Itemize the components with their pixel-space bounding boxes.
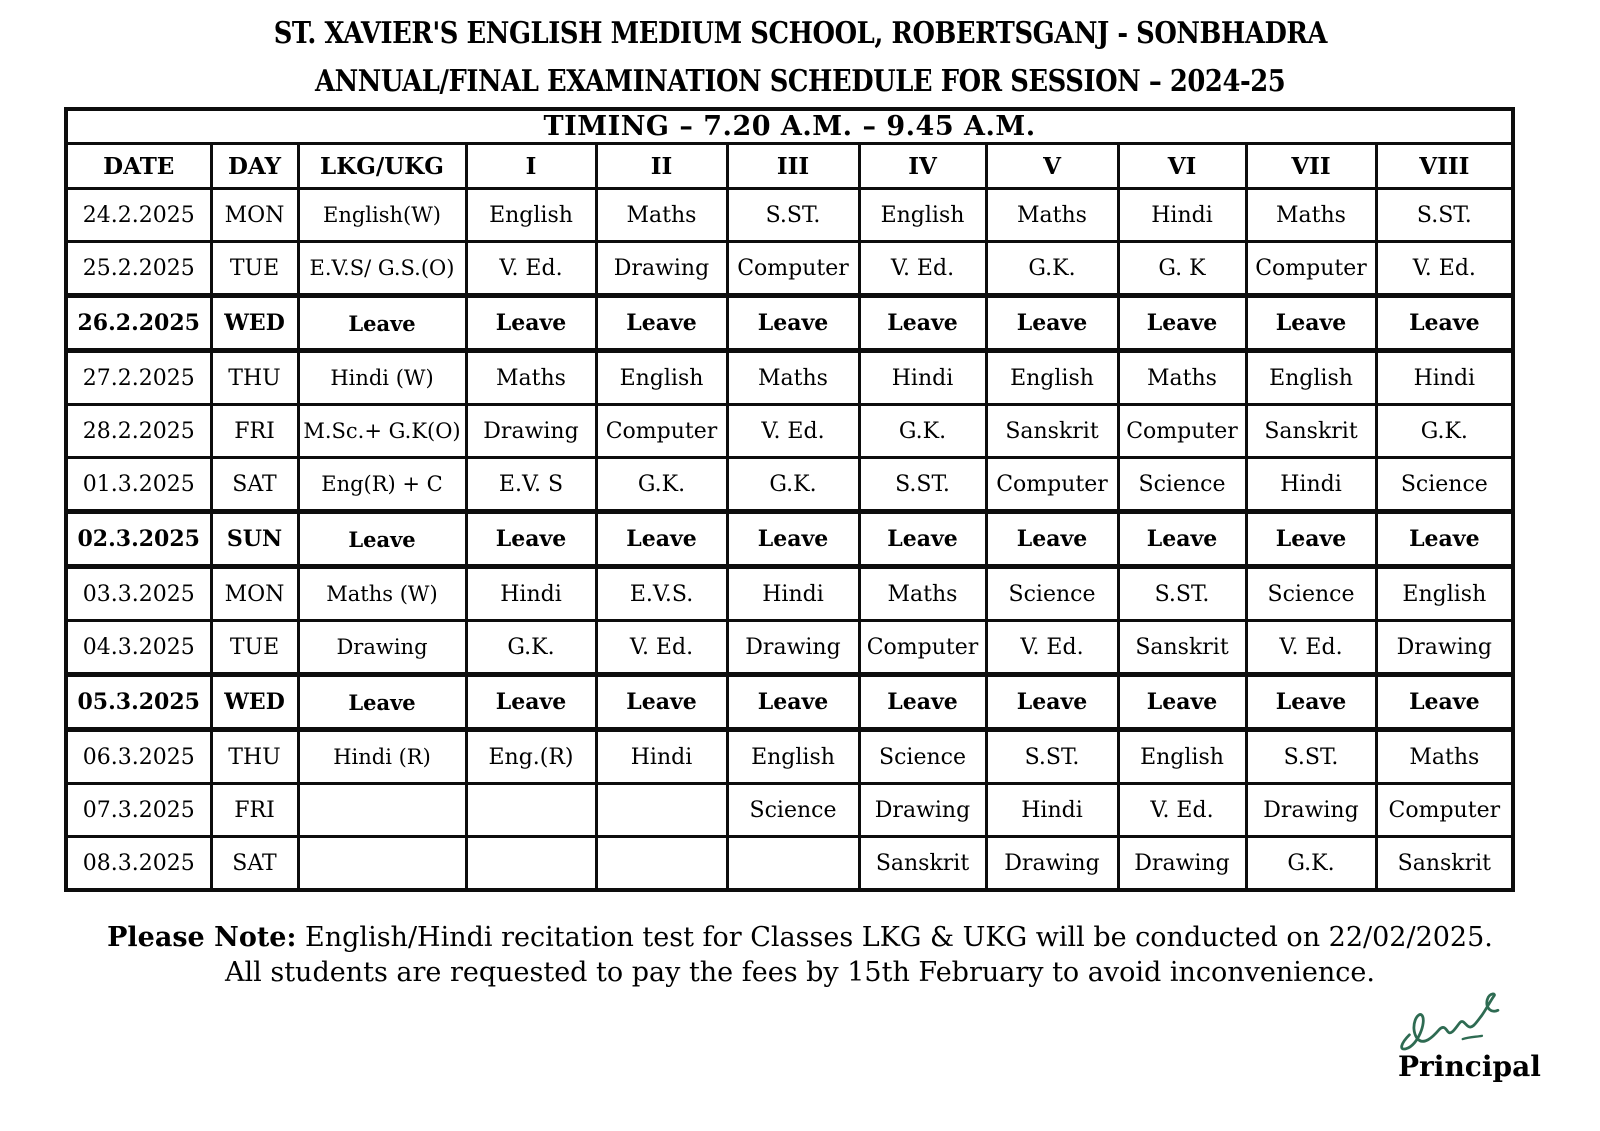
subject-cell: English [596,351,727,405]
subject-cell: Leave [1246,512,1376,567]
column-header-row [66,144,1513,189]
subject-cell: Drawing [859,784,986,837]
subject-cell: G.K. [986,242,1118,296]
exam-schedule-title [0,64,1600,99]
subject-cell: Hindi (W) [298,351,466,405]
day-cell: WED [211,296,298,351]
table-row [66,730,1513,784]
subject-cell: Leave [466,296,596,351]
note-line-2: All students are requested to pay the fees by 15th February to avoid inconvenience. [225,957,1375,988]
subject-cell: Drawing [466,405,596,458]
day-cell: SUN [211,512,298,567]
subject-cell: S.ST. [859,458,986,512]
timing-row [66,109,1513,144]
exam-schedule-table [64,107,1515,892]
subject-cell: Computer [859,621,986,675]
subject-cell: S.ST. [986,730,1118,784]
subject-cell: V. Ed. [466,242,596,296]
subject-cell: Computer [1118,405,1246,458]
subject-cell: Maths [859,567,986,621]
timing-header: TIMING – 7.20 A.M. – 9.45 A.M. [66,109,1513,144]
subject-cell: S.ST. [727,189,859,242]
day-cell: WED [211,675,298,730]
note-line-1 [0,922,1600,953]
subject-cell: E.V. S [466,458,596,512]
note-text-1: English/Hindi recitation test for Classes LKG & UKG will be conducted on 22/02/2025. [305,922,1493,953]
day-cell: SAT [211,458,298,512]
subject-cell: Leave [1246,296,1376,351]
subject-cell: Leave [596,296,727,351]
subject-cell: Hindi [859,351,986,405]
day-cell: THU [211,730,298,784]
subject-cell: V. Ed. [986,621,1118,675]
subject-cell: Eng(R) + C [298,458,466,512]
subject-cell: Hindi [727,567,859,621]
day-cell: THU [211,351,298,405]
subject-cell: V. Ed. [1246,621,1376,675]
subject-cell [298,784,466,837]
subject-cell [466,837,596,891]
subject-cell: V. Ed. [727,405,859,458]
column-header-i: I [466,144,596,189]
subject-cell [298,837,466,891]
subject-cell: Leave [986,512,1118,567]
subject-cell: Leave [986,296,1118,351]
subject-cell: Sanskrit [1118,621,1246,675]
subject-cell: English [727,730,859,784]
column-header-iv: IV [859,144,986,189]
subject-cell: English [986,351,1118,405]
subject-cell: Leave [986,675,1118,730]
column-header-ii: II [596,144,727,189]
subject-cell: Leave [1118,296,1246,351]
subject-cell: Drawing [986,837,1118,891]
date-cell: 25.2.2025 [66,242,211,296]
subject-cell: Science [1246,567,1376,621]
date-cell: 28.2.2025 [66,405,211,458]
subject-cell: Hindi [596,730,727,784]
subject-cell: Leave [859,512,986,567]
date-cell: 01.3.2025 [66,458,211,512]
subject-cell: English(W) [298,189,466,242]
subject-cell: Leave [466,512,596,567]
subject-cell: Leave [1376,512,1513,567]
date-cell: 24.2.2025 [66,189,211,242]
subject-cell: S.ST. [1118,567,1246,621]
table-row [66,189,1513,242]
subject-cell: M.Sc.+ G.K(O) [298,405,466,458]
subject-cell [596,784,727,837]
subject-cell: Leave [298,512,466,567]
subject-cell: Maths [986,189,1118,242]
date-cell: 05.3.2025 [66,675,211,730]
subject-cell: Drawing [298,621,466,675]
subject-cell: G.K. [727,458,859,512]
day-cell: MON [211,189,298,242]
school-name-text: ST. XAVIER'S ENGLISH MEDIUM SCHOOL, ROBERTSGANJ - SONBHADRA [273,16,1327,51]
subject-cell: Drawing [1118,837,1246,891]
subject-cell: Science [859,730,986,784]
subject-cell: Leave [596,512,727,567]
table-row [66,296,1513,351]
column-header-vi: VI [1118,144,1246,189]
subject-cell [466,784,596,837]
table-row [66,512,1513,567]
exam-schedule-text: ANNUAL/FINAL EXAMINATION SCHEDULE FOR SESSION – 2024-25 [314,64,1286,99]
subject-cell: Leave [1118,512,1246,567]
subject-cell: Leave [1376,296,1513,351]
subject-cell: Maths [727,351,859,405]
subject-cell: Leave [1118,675,1246,730]
subject-cell: Science [1376,458,1513,512]
subject-cell: E.V.S. [596,567,727,621]
table-row [66,784,1513,837]
date-cell: 04.3.2025 [66,621,211,675]
subject-cell: S.ST. [1376,189,1513,242]
schedule-table-body [66,189,1513,891]
table-row [66,567,1513,621]
subject-cell: Maths (W) [298,567,466,621]
subject-cell: Maths [466,351,596,405]
date-cell: 26.2.2025 [66,296,211,351]
subject-cell [596,837,727,891]
subject-cell: Leave [1376,675,1513,730]
subject-cell: Hindi [1118,189,1246,242]
subject-cell: English [1246,351,1376,405]
subject-cell: Eng.(R) [466,730,596,784]
column-header-day: DAY [211,144,298,189]
date-cell: 07.3.2025 [66,784,211,837]
subject-cell: Science [986,567,1118,621]
note-label: Please Note: [107,922,297,953]
subject-cell: Leave [1246,675,1376,730]
principal-label: Principal [1398,1050,1541,1083]
subject-cell: G.K. [466,621,596,675]
school-name-title [0,16,1600,51]
subject-cell: Drawing [1246,784,1376,837]
subject-cell: English [1376,567,1513,621]
subject-cell: Science [1118,458,1246,512]
subject-cell: Leave [859,296,986,351]
subject-cell [727,837,859,891]
day-cell: TUE [211,621,298,675]
subject-cell: Maths [596,189,727,242]
column-header-date: DATE [66,144,211,189]
subject-cell: Sanskrit [859,837,986,891]
subject-cell: G.K. [596,458,727,512]
subject-cell: Maths [1376,730,1513,784]
subject-cell: Hindi [1246,458,1376,512]
subject-cell: V. Ed. [859,242,986,296]
subject-cell: G. K [1118,242,1246,296]
subject-cell: Leave [298,675,466,730]
day-cell: SAT [211,837,298,891]
subject-cell: Leave [727,512,859,567]
subject-cell: English [1118,730,1246,784]
subject-cell: Maths [1118,351,1246,405]
date-cell: 08.3.2025 [66,837,211,891]
column-header-vii: VII [1246,144,1376,189]
table-row [66,351,1513,405]
subject-cell: Drawing [596,242,727,296]
column-header-iii: III [727,144,859,189]
date-cell: 27.2.2025 [66,351,211,405]
subject-cell: Sanskrit [1376,837,1513,891]
table-row [66,621,1513,675]
subject-cell: Leave [298,296,466,351]
date-cell: 02.3.2025 [66,512,211,567]
subject-cell: Leave [596,675,727,730]
subject-cell: G.K. [859,405,986,458]
subject-cell: English [466,189,596,242]
day-cell: TUE [211,242,298,296]
subject-cell: Leave [859,675,986,730]
subject-cell: V. Ed. [596,621,727,675]
date-cell: 03.3.2025 [66,567,211,621]
subject-cell: Hindi [466,567,596,621]
subject-cell: Computer [596,405,727,458]
subject-cell: V. Ed. [1376,242,1513,296]
subject-cell: Leave [466,675,596,730]
table-row [66,675,1513,730]
day-cell: FRI [211,784,298,837]
subject-cell: Sanskrit [1246,405,1376,458]
subject-cell: English [859,189,986,242]
subject-cell: Leave [727,675,859,730]
table-row [66,458,1513,512]
column-header-v: V [986,144,1118,189]
subject-cell: Hindi [986,784,1118,837]
subject-cell: V. Ed. [1118,784,1246,837]
subject-cell: Maths [1246,189,1376,242]
date-cell: 06.3.2025 [66,730,211,784]
subject-cell: Computer [1376,784,1513,837]
day-cell: MON [211,567,298,621]
column-header-lkg-ukg: LKG/UKG [298,144,466,189]
subject-cell: Leave [727,296,859,351]
subject-cell: G.K. [1246,837,1376,891]
table-row [66,837,1513,891]
subject-cell: Sanskrit [986,405,1118,458]
subject-cell: G.K. [1376,405,1513,458]
subject-cell: Drawing [727,621,859,675]
subject-cell: Science [727,784,859,837]
subject-cell: Hindi (R) [298,730,466,784]
subject-cell: Computer [727,242,859,296]
subject-cell: Computer [1246,242,1376,296]
table-row [66,405,1513,458]
subject-cell: Hindi [1376,351,1513,405]
subject-cell: Drawing [1376,621,1513,675]
column-header-viii: VIII [1376,144,1513,189]
subject-cell: Computer [986,458,1118,512]
day-cell: FRI [211,405,298,458]
subject-cell: E.V.S/ G.S.(O) [298,242,466,296]
table-row [66,242,1513,296]
principal-signature-icon [1392,990,1510,1054]
subject-cell: S.ST. [1246,730,1376,784]
